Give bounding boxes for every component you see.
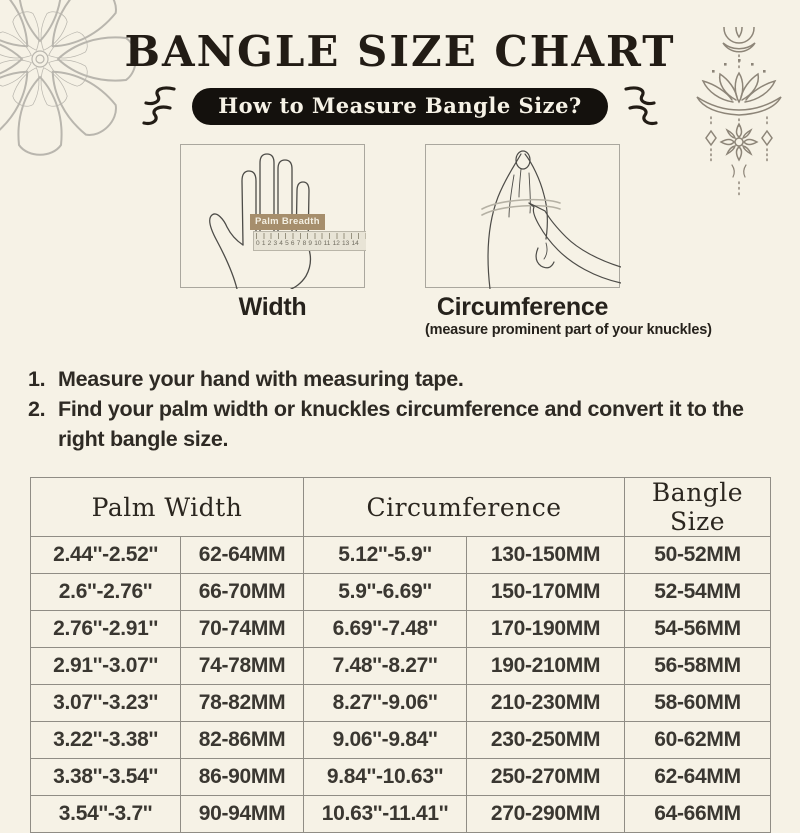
cell-palm-in: 3.38''-3.54'' (31, 759, 181, 796)
captions-row (0, 293, 800, 338)
cell-circ-in: 5.12''-5.9'' (304, 537, 467, 574)
width-figure (180, 144, 365, 288)
instruction-text: Find your palm width or knuckles circumference and convert it to the right bangle size. (58, 397, 744, 451)
cell-bangle: 62-64MM (625, 759, 771, 796)
ruler-numbers: 0 1 2 3 4 5 6 7 8 9 10 11 12 13 14 (256, 240, 359, 247)
cell-circ-in: 5.9''-6.69'' (304, 574, 467, 611)
cell-palm-in: 3.07''-3.23'' (31, 685, 181, 722)
cell-palm-mm: 74-78MM (181, 648, 304, 685)
palm-width-header: Palm Width (31, 478, 304, 537)
instructions (28, 364, 772, 454)
cell-circ-mm: 270-290MM (467, 796, 625, 833)
page-title: BANGLE SIZE CHART (124, 27, 676, 76)
cell-bangle: 64-66MM (625, 796, 771, 833)
instruction-item (28, 394, 772, 454)
cell-circ-in: 6.69''-7.48'' (304, 611, 467, 648)
pinched-hand-tape-icon (426, 145, 621, 289)
cell-circ-mm: 250-270MM (467, 759, 625, 796)
cell-palm-mm: 66-70MM (181, 574, 304, 611)
cell-palm-mm: 82-86MM (181, 722, 304, 759)
cell-palm-in: 2.91''-3.07'' (31, 648, 181, 685)
bangle-size-header: Bangle Size (625, 478, 771, 537)
palm-breadth-label: Palm Breadth (250, 214, 325, 230)
instruction-text: Measure your hand with measuring tape. (58, 367, 464, 391)
instruction-number: 2. (28, 397, 46, 421)
cell-palm-in: 2.44''-2.52'' (31, 537, 181, 574)
flourish-right-icon (622, 84, 660, 128)
table-row (31, 685, 771, 722)
cell-palm-mm: 90-94MM (181, 796, 304, 833)
instruction-number: 1. (28, 367, 46, 391)
cell-circ-mm: 230-250MM (467, 722, 625, 759)
figures-row (0, 144, 800, 288)
cell-circ-mm: 150-170MM (467, 574, 625, 611)
cell-palm-mm: 62-64MM (181, 537, 304, 574)
circumference-figure (425, 144, 620, 288)
banner-pill: How to Measure Bangle Size? (192, 88, 608, 125)
cell-palm-in: 3.22''-3.38'' (31, 722, 181, 759)
cell-palm-mm: 70-74MM (181, 611, 304, 648)
cell-circ-mm: 210-230MM (467, 685, 625, 722)
cell-circ-mm: 170-190MM (467, 611, 625, 648)
table-header-row (31, 478, 771, 537)
cell-palm-in: 2.76''-2.91'' (31, 611, 181, 648)
cell-circ-in: 8.27''-9.06'' (304, 685, 467, 722)
cell-circ-in: 10.63''-11.41'' (304, 796, 467, 833)
cell-circ-mm: 190-210MM (467, 648, 625, 685)
cell-palm-mm: 86-90MM (181, 759, 304, 796)
cell-bangle: 50-52MM (625, 537, 771, 574)
cell-bangle: 58-60MM (625, 685, 771, 722)
instruction-item (28, 364, 772, 394)
ruler-ticks (256, 233, 366, 239)
table-row (31, 648, 771, 685)
table-row (31, 537, 771, 574)
bangle-size-table (30, 477, 771, 833)
cell-bangle: 52-54MM (625, 574, 771, 611)
cell-circ-in: 7.48''-8.27'' (304, 648, 467, 685)
cell-bangle: 54-56MM (625, 611, 771, 648)
ruler (253, 231, 366, 251)
circumference-header: Circumference (304, 478, 625, 537)
table-row (31, 796, 771, 833)
cell-circ-in: 9.06''-9.84'' (304, 722, 467, 759)
banner-row (0, 84, 800, 128)
cell-circ-in: 9.84''-10.63'' (304, 759, 467, 796)
table-row (31, 759, 771, 796)
cell-palm-mm: 78-82MM (181, 685, 304, 722)
cell-circ-mm: 130-150MM (467, 537, 625, 574)
table-row (31, 611, 771, 648)
cell-palm-in: 2.6''-2.76'' (31, 574, 181, 611)
flourish-left-icon (140, 84, 178, 128)
cell-palm-in: 3.54''-3.7'' (31, 796, 181, 833)
table-row (31, 722, 771, 759)
table-row (31, 574, 771, 611)
circumference-note: (measure prominent part of your knuckles) (425, 322, 712, 338)
width-caption: Width (238, 293, 307, 321)
cell-bangle: 60-62MM (625, 722, 771, 759)
circumference-caption: Circumference (436, 293, 609, 321)
cell-bangle: 56-58MM (625, 648, 771, 685)
